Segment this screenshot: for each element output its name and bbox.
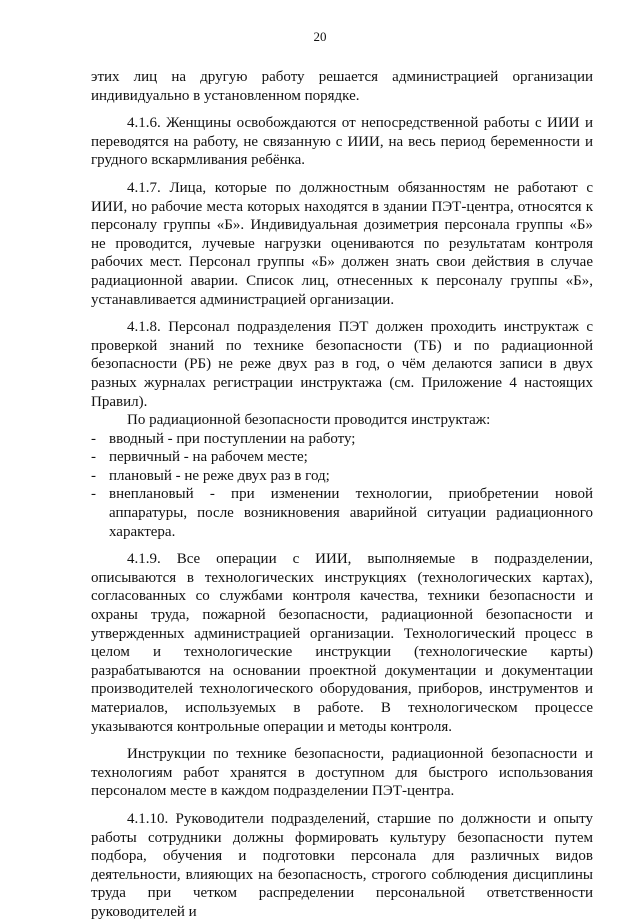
instruction-list: [91, 430, 593, 542]
bullet-dash: -: [91, 430, 96, 447]
paragraph-4-1-10: 4.1.10. Руководители подразделений, старшие по должности и опыту работы сотрудники должны формировать культуру безопасности путем подбора, обучения и подготовки персонала для различных видов деятельности, влияющих на безопасность, строгого соблюдения дисциплины труда при четком распределении персональной ответственности руководителей и: [91, 810, 593, 920]
list-item-text: плановый - не реже двух раз в год;: [109, 467, 330, 484]
paragraph-4-1-6: 4.1.6. Женщины освобождаются от непосредственной работы с ИИИ и переводятся на работу, не связанную с ИИИ, на весь период беременности и грудного вскармливания ребёнка.: [91, 115, 593, 169]
page-number: 20: [313, 29, 327, 44]
instruction-list-intro: По радиационной безопасности проводится инструктаж:: [127, 412, 491, 429]
list-item: [91, 485, 593, 541]
paragraph-4-1-9-instructions-storage: Инструкции по технике безопасности, радиационной безопасности и технологиям работ хранятся в доступном для быстрого использования персоналом месте в каждом подразделении ПЭТ-центра.: [91, 746, 593, 800]
bullet-dash: -: [91, 467, 96, 484]
paragraph-4-1-7: 4.1.7. Лица, которые по должностным обязанностям не работают с ИИИ, но рабочие места которых находятся в здании ПЭТ-центра, относятся к персоналу группы «Б». Индивидуальная дозиметрия персонала группы «Б» не проводится, лучевые нагрузки оцениваются по результатам контроля рабочих мест. Персонал группы «Б» должен знать свои действия в случае радиационной аварии. Список лиц, отнесенных к персоналу группы «Б», устанавливается администрацией организации.: [91, 179, 593, 308]
paragraph-4-1-9: 4.1.9. Все операции с ИИИ, выполняемые в подразделении, описываются в технологических инструкциях (технологических картах), согласованных со службами контроля качества, техники безопасности и охраны труда, пожарной безопасности, радиационной безопасности и утвержденных администрацией организации. Технологический процесс в целом и технологические инструкции (технологические карты) разрабатываются на основании проектной документации и документации производителей технологического оборудования, приборов, инструментов и материалов, используемых в работе. В технологическом процессе указываются контрольные операции и методы контроля.: [91, 551, 593, 735]
list-item: [91, 467, 593, 486]
bullet-dash: -: [91, 486, 96, 503]
list-item-text: внеплановый - при изменении технологии, приобретении новой аппаратуры, после возникновения аварийной ситуации радиационного характера.: [109, 486, 593, 540]
document-body: [91, 68, 593, 922]
list-item-text: вводный - при поступлении на работу;: [109, 430, 356, 447]
list-item: [91, 448, 593, 467]
paragraph-continuation: этих лиц на другую работу решается администрацией организации индивидуально в установленном порядке.: [91, 69, 593, 104]
list-item-text: первичный - на рабочем месте;: [109, 449, 308, 466]
paragraph-4-1-8: 4.1.8. Персонал подразделения ПЭТ должен проходить инструктаж с проверкой знаний по технике безопасности (ТБ) и по радиационной безопасности (РБ) не реже двух раз в год, о чём делаются записи в двух разных журналах регистрации инструктажа (см. Приложение 4 настоящих Правил).: [91, 319, 593, 410]
list-item: [91, 430, 593, 449]
bullet-dash: -: [91, 449, 96, 466]
